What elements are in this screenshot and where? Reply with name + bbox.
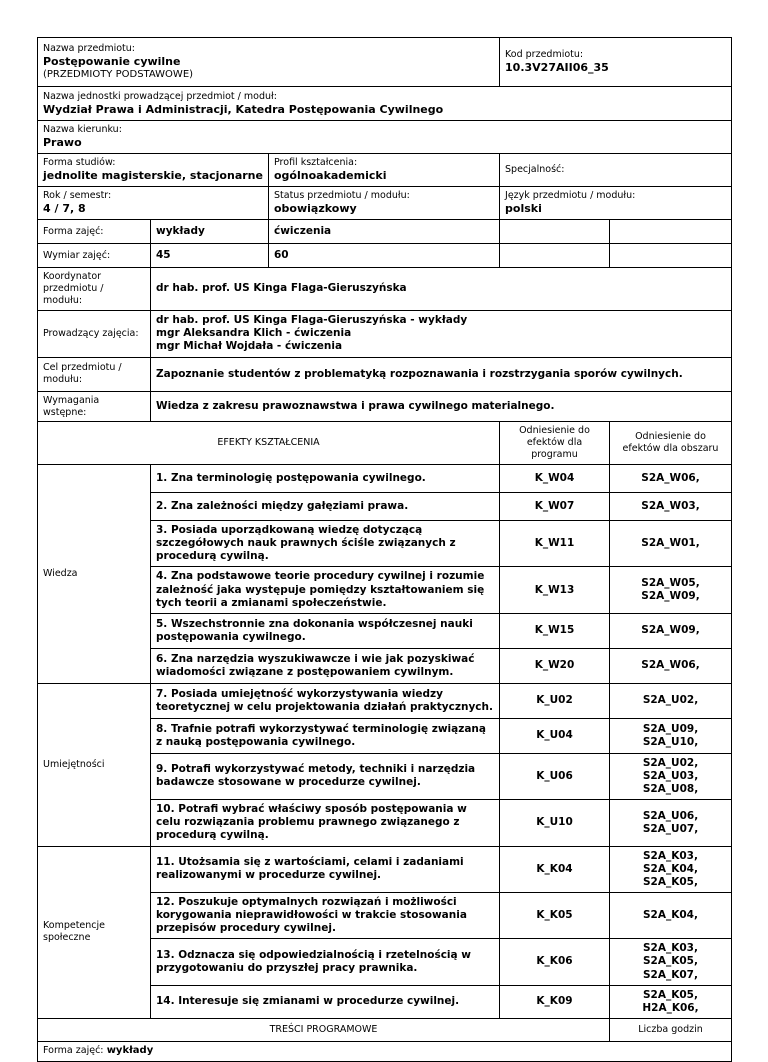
classes-empty-1: [500, 220, 610, 244]
effect-text: 6. Zna narzędzia wyszukiwawcze i wie jak pozyskiwać wiadomości związane z postępowaniem cywilnym.: [151, 648, 500, 683]
effect-text: 4. Zna podstawowe teorie procedury cywilnej i rozumie zależność jaka występuje pomiędzy kształtowaniem się tych teorii a zmianami społeczeństwie.: [151, 567, 500, 613]
hours-label: Wymiar zajęć:: [38, 244, 151, 268]
effect-area-ref: S2A_W09,: [610, 613, 732, 648]
field-value: Prawo: [43, 136, 82, 150]
hours-empty-2: [610, 244, 732, 268]
code-label: Kod przedmiotu:: [505, 49, 584, 61]
effect-text: 1. Zna terminologię postępowania cywilnego.: [151, 465, 500, 493]
effect-area-ref: S2A_W06,: [610, 465, 732, 493]
subject-name: Postępowanie cywilne: [43, 54, 181, 68]
effect-text: 2. Zna zależności między gałęziami prawa.: [151, 493, 500, 521]
effect-program-ref: K_K05: [500, 892, 610, 938]
effect-area-ref: S2A_K05, H2A_K06,: [610, 985, 732, 1018]
aim-label: Cel przedmiotu / modułu:: [38, 357, 151, 391]
effects-table: [37, 421, 732, 1062]
effect-program-ref: K_W04: [500, 465, 610, 493]
effect-program-ref: K_K04: [500, 846, 610, 892]
status-value: obowiązkowy: [274, 202, 357, 216]
effects-body: [38, 465, 732, 1019]
code-value: 10.3V27AII06_35: [505, 61, 609, 75]
effect-text: 5. Wszechstronnie zna dokonania współczesnej nauki postępowania cywilnego.: [151, 613, 500, 648]
program-title: TREŚCI PROGRAMOWE: [38, 1018, 610, 1041]
req-label: Wymagania wstępne:: [38, 391, 151, 422]
lang-value: polski: [505, 202, 542, 216]
effect-area-ref: S2A_W05, S2A_W09,: [610, 567, 732, 613]
teachers-label: Prowadzący zajęcia:: [38, 310, 151, 357]
field-label: Nazwa kierunku:: [43, 124, 122, 136]
document-body: [37, 37, 731, 1062]
year-cell: [38, 187, 269, 220]
effect-text: 13. Odznacza się odpowiedzialnością i rzetelnością w przygotowaniu do przyszłej pracy prawnika.: [151, 939, 500, 985]
effect-program-ref: K_W07: [500, 493, 610, 521]
program-form-value: wykłady: [106, 1045, 154, 1057]
effect-program-ref: K_W11: [500, 521, 610, 567]
effects-col-area: Odniesienie do efektów dla obszaru: [610, 422, 732, 465]
aim-value: Zapoznanie studentów z problematyką rozpoznawania i rozstrzygania sporów cywilnych.: [151, 357, 732, 391]
unit-value: Wydział Prawa i Administracji, Katedra Postępowania Cywilnego: [43, 102, 444, 116]
effect-program-ref: K_K09: [500, 985, 610, 1018]
program-form-label: Forma zajęć:: [43, 1045, 104, 1057]
teacher-item: mgr Michał Wojdała - ćwiczenia: [156, 340, 343, 353]
program-form-cell: [38, 1041, 732, 1061]
hours-empty-1: [500, 244, 610, 268]
subject-group: (PRZEDMIOTY PODSTAWOWE): [43, 68, 194, 80]
main-table: [37, 37, 732, 422]
effects-col-program: Odniesienie do efektów dla programu: [500, 422, 610, 465]
effect-text: 11. Utożsamia się z wartościami, celami i zadaniami realizowanymi w procedurze cywilnej.: [151, 846, 500, 892]
effect-area-ref: S2A_U09, S2A_U10,: [610, 718, 732, 753]
code-cell: [500, 38, 732, 87]
effect-text: 3. Posiada uporządkowaną wiedzę dotyczącą szczegółowych nauk prawnych ściśle związanych z procedurą cywilną.: [151, 521, 500, 567]
effect-area-ref: S2A_W06,: [610, 648, 732, 683]
form-label: Forma studiów:: [43, 157, 116, 169]
profile-value: ogólnoakademicki: [274, 169, 387, 183]
profile-cell: [269, 154, 500, 187]
effects-group-label: Umiejętności: [38, 683, 151, 846]
profile-label: Profil kształcenia:: [274, 157, 358, 169]
table-row: [38, 683, 732, 718]
coord-value: dr hab. prof. US Kinga Flaga-Gieruszyńska: [151, 268, 732, 311]
effect-text: 14. Interesuje się zmianami w procedurze cywilnej.: [151, 985, 500, 1018]
unit-label: Nazwa jednostki prowadzącej przedmiot / moduł:: [43, 90, 277, 102]
form-value: jednolite magisterskie, stacjonarne: [43, 169, 263, 183]
effect-area-ref: S2A_U06, S2A_U07,: [610, 800, 732, 846]
effect-program-ref: K_U04: [500, 718, 610, 753]
effect-text: 9. Potrafi wykorzystywać metody, techniki i narzędzia badawcze stosowane w procedurze cywilnej.: [151, 753, 500, 799]
effect-area-ref: S2A_U02,: [610, 683, 732, 718]
effect-area-ref: S2A_W03,: [610, 493, 732, 521]
table-row: [38, 846, 732, 892]
subject-label: Nazwa przedmiotu:: [43, 42, 135, 54]
effect-text: 8. Trafnie potrafi wykorzystywać terminologię związaną z nauką postępowania cywilnego.: [151, 718, 500, 753]
year-label: Rok / semestr:: [43, 190, 112, 202]
lang-cell: [500, 187, 732, 220]
effect-area-ref: S2A_U02, S2A_U03, S2A_U08,: [610, 753, 732, 799]
subject-cell: [38, 38, 500, 87]
effects-group-label: Kompetencje społeczne: [38, 846, 151, 1018]
classes-empty-2: [610, 220, 732, 244]
form-cell: [38, 154, 269, 187]
effect-area-ref: S2A_K03, S2A_K05, S2A_K07,: [610, 939, 732, 985]
req-value: Wiedza z zakresu prawoznawstwa i prawa cywilnego materialnego.: [151, 391, 732, 422]
effect-program-ref: K_U10: [500, 800, 610, 846]
spec-label: Specjalność:: [505, 164, 565, 176]
effect-area-ref: S2A_W01,: [610, 521, 732, 567]
teacher-item: mgr Aleksandra Klich - ćwiczenia: [156, 327, 352, 340]
classes-label: Forma zajęć:: [38, 220, 151, 244]
teachers-cell: [151, 310, 732, 357]
effect-area-ref: S2A_K03, S2A_K04, S2A_K05,: [610, 846, 732, 892]
status-cell: [269, 187, 500, 220]
program-hours-label: Liczba godzin: [610, 1018, 732, 1041]
effect-area-ref: S2A_K04,: [610, 892, 732, 938]
effect-program-ref: K_K06: [500, 939, 610, 985]
spec-cell: [500, 154, 732, 187]
effect-program-ref: K_W20: [500, 648, 610, 683]
effects-title: EFEKTY KSZTAŁCENIA: [38, 422, 500, 465]
status-label: Status przedmiotu / modułu:: [274, 190, 410, 202]
table-row: [38, 465, 732, 493]
effect-program-ref: K_U06: [500, 753, 610, 799]
effect-text: 12. Poszukuje optymalnych rozwiązań i możliwości korygowania nieprawidłowości w trakcie stosowania przepisów procedury cywilnej.: [151, 892, 500, 938]
coord-label: Koordynator przedmiotu / modułu:: [38, 268, 151, 311]
classes-lecture: wykłady: [151, 220, 269, 244]
effect-program-ref: K_U02: [500, 683, 610, 718]
unit-cell: [38, 87, 732, 121]
hours-exercise: 60: [269, 244, 500, 268]
classes-exercise: ćwiczenia: [269, 220, 500, 244]
field-cell: [38, 121, 732, 154]
effect-text: 7. Posiada umiejętność wykorzystywania wiedzy teoretycznej w celu projektowania działań praktycznych.: [151, 683, 500, 718]
year-value: 4 / 7, 8: [43, 202, 86, 216]
lang-label: Język przedmiotu / modułu:: [505, 190, 636, 202]
effect-program-ref: K_W13: [500, 567, 610, 613]
effects-group-label: Wiedza: [38, 465, 151, 684]
hours-lecture: 45: [151, 244, 269, 268]
effect-text: 10. Potrafi wybrać właściwy sposób postępowania w celu rozwiązania problemu prawnego związanego z procedurą cywilną.: [151, 800, 500, 846]
teacher-item: dr hab. prof. US Kinga Flaga-Gieruszyńska - wykłady: [156, 313, 468, 326]
effect-program-ref: K_W15: [500, 613, 610, 648]
